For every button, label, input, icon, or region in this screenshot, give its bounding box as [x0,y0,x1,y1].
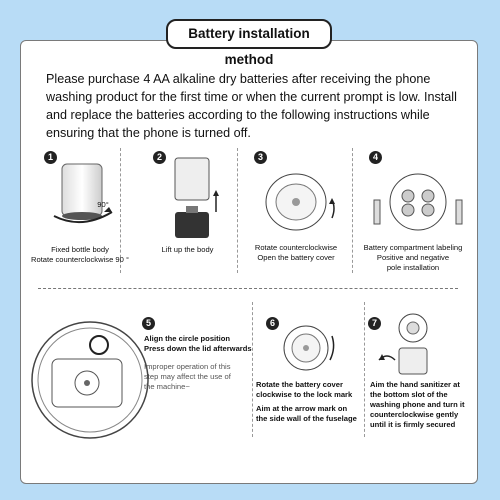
step-6-number: 6 [266,317,279,330]
battery-compartment-illustration [368,170,468,235]
step-4-caption: Battery compartment labeling Positive and negative pole installation [363,243,463,272]
step-6-caption: Rotate the battery cover clockwise to the lock mark [256,380,353,399]
lid-alignment-illustration [30,315,160,445]
attach-sanitizer-illustration [375,312,455,377]
step-3-number: 3 [254,151,267,164]
step-5-caption: Align the circle position Press down the lid afterwards [144,334,252,353]
bottle-rotate-illustration [40,160,125,235]
step-6-caption-2: Aim at the arrow mark on the side wall of the fuselage [256,404,357,423]
step-7-number: 7 [368,317,381,330]
step-2-number: 2 [153,151,166,164]
lock-mark-illustration [280,320,340,375]
step-3-caption: Rotate counterclockwise Open the battery cover [254,243,338,262]
step-4-number: 4 [369,151,382,164]
step-5-number: 5 [142,317,155,330]
step-1-caption: Fixed bottle body Rotate counterclockwise 90 ° [30,245,129,264]
step-separator [364,302,365,437]
step-2-caption: Lift up the body [161,245,214,254]
battery-cover-illustration [262,170,347,235]
step-separator [237,148,238,273]
step-7-caption: Aim the hand sanitizer at the bottom slot of the washing phone and turn it counterclockwise gently until it is firmly secured [370,380,465,429]
lift-body-illustration [165,156,225,241]
intro-text: Please purchase 4 AA alkaline dry batteries after receiving the phone washing product for the first time or when the current prompt is low. Install and replace the batteries according to the following instructions while ensuring that the phone is turned off. [46,72,457,140]
step-separator [252,302,253,437]
step-5-note: Improper operation of this step may affect the use of the machine~ [144,362,231,391]
step-separator [352,148,353,273]
step-1-number: 1 [44,151,57,164]
row-divider [38,288,458,289]
angle-label: 90° [97,200,109,209]
page-title: Battery installation method [166,19,332,49]
